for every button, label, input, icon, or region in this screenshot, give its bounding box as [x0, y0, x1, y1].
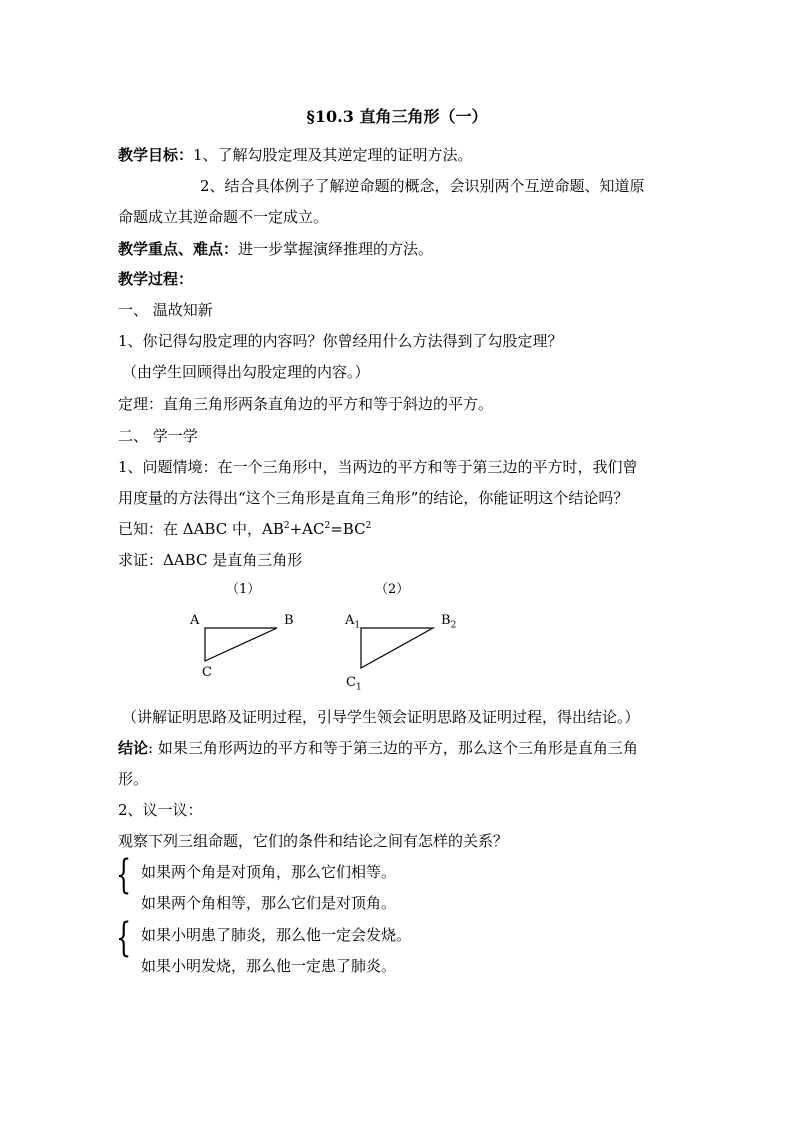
objectives-label: 教学目标：	[118, 146, 194, 164]
given-sup-1: 2	[283, 521, 290, 531]
group-2-brace: {	[116, 915, 132, 961]
key-points-label: 教学重点、难点：	[118, 240, 239, 258]
conclusion-line-1	[118, 738, 638, 758]
section1-theorem: 定理：直角三角形两条直角边的平方和等于斜边的平方。	[118, 395, 494, 413]
triangle-1	[205, 628, 277, 661]
figure-2-vertex-b-sub: 2	[450, 620, 457, 631]
conclusion-label: 结论	[118, 739, 149, 757]
figure-2-vertex-c	[346, 676, 362, 695]
figure-2-vertex-b-letter: B	[441, 613, 451, 628]
explain-note: （讲解证明思路及证明过程，引导学生领会证明思路及证明过程，得出结论。）	[122, 708, 640, 726]
given-mid: +AC	[289, 520, 325, 538]
figure-2-vertex-c-letter: C	[346, 675, 356, 690]
page-title: §10.3 直角三角形（一）	[306, 107, 488, 126]
objective-item-1: 1、了解勾股定理及其逆定理的证明方法。	[193, 146, 473, 164]
section3-intro: 观察下列三组命题，它们的条件和结论之间有怎样的关系？	[118, 832, 509, 850]
figure-1-vertex-a: A	[190, 613, 200, 628]
given-mid-2: =BC	[330, 520, 366, 538]
key-points-text: 进一步掌握演绎推理的方法。	[238, 240, 434, 258]
section2-question-line-1: 1、问题情境：在一个三角形中，当两边的平方和等于第三边的平方时，我们曾	[118, 458, 638, 476]
given-sup-3: 2	[365, 521, 372, 531]
figure-2-vertex-a-letter: A	[345, 613, 355, 628]
given-sup-2: 2	[324, 521, 331, 531]
process-label: 教学过程：	[118, 270, 194, 288]
figure-2-vertex-b	[441, 614, 456, 633]
group-1-brace: {	[116, 852, 132, 898]
prove-statement: 求证：ΔABC 是直角三角形	[118, 551, 303, 569]
group-2-proposition-1: 如果小明患了肺炎，那么他一定会发烧。	[141, 926, 412, 944]
figure-2-vertex-a-sub: 1	[354, 620, 361, 631]
objective-item-2-line-1: 2、结合具体例子了解逆命题的概念，会识别两个互逆命题、知道原	[200, 177, 645, 195]
group-1-proposition-2: 如果两个角相等，那么它们是对顶角。	[141, 894, 397, 912]
group-1-proposition-1: 如果两个角是对顶角，那么它们相等。	[141, 863, 397, 881]
conclusion-text: : 如果三角形两边的平方和等于第三边的平方，那么这个三角形是直角三角	[148, 739, 638, 757]
objective-item-2-line-2: 命题成立其逆命题不一定成立。	[118, 208, 329, 226]
group-2-proposition-2: 如果小明发烧，那么他一定患了肺炎。	[141, 957, 397, 975]
conclusion-line-2: 形。	[118, 770, 149, 788]
section3-heading: 2、议一议：	[118, 801, 203, 819]
given-prefix: 已知：在 ΔABC 中，AB	[118, 520, 284, 538]
figure-1-label: （1）	[226, 582, 261, 597]
section1-note: （由学生回顾得出勾股定理的内容。）	[122, 363, 370, 381]
section2-heading: 二、 学一学	[118, 427, 198, 445]
figure-2-vertex-a	[345, 614, 360, 633]
figure-2-vertex-c-sub: 1	[355, 682, 362, 693]
section1-question: 1、你记得勾股定理的内容吗？你曾经用什么方法得到了勾股定理？	[118, 332, 563, 350]
triangle-2	[361, 628, 433, 668]
section1-heading: 一、 温故知新	[118, 301, 213, 319]
section2-question-line-2: 用度量的方法得出“这个三角形是直角三角形”的结论，你能证明这个结论吗？	[118, 489, 629, 507]
figure-2-label: （2）	[375, 582, 410, 597]
figure-1-vertex-b: B	[284, 613, 294, 628]
figure-1-vertex-c: C	[202, 665, 212, 680]
